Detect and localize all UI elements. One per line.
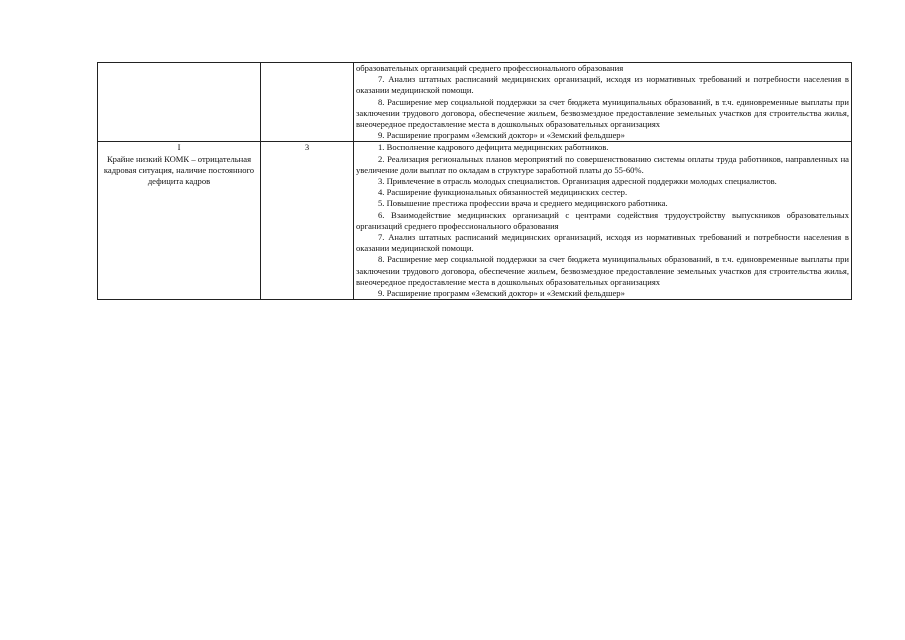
- measure-item: 3. Привлечение в отрасль молодых специалистов. Организация адресной поддержки молодых специалистов.: [378, 176, 777, 187]
- score-cell: [261, 142, 354, 300]
- score-cell: [261, 63, 354, 142]
- measure-item: 9. Расширение программ «Земский доктор» и «Земский фельдшер»: [378, 288, 625, 299]
- measure-item: 4. Расширение функциональных обязанностей медицинских сестер.: [378, 187, 628, 198]
- measure-item: 7. Анализ штатных расписаний медицинских организаций, исходя из нормативных требований и потребности населения в оказании медицинской помощи.: [356, 74, 849, 96]
- table-row: [98, 63, 852, 142]
- measure-item: 8. Расширение мер социальной поддержки за счет бюджета муниципальных образований, в т.ч. единовременные выплаты при заключении трудового договора, обеспечение жильем, безвозмездное предоставление земельных участков для строительства жилья, внеочередное предоставление места в дошкольных образовательных организациях: [356, 254, 849, 287]
- measure-item: 8. Расширение мер социальной поддержки за счет бюджета муниципальных образований, в т.ч. единовременные выплаты при заключении трудового договора, обеспечение жильем, безвозмездное предоставление земельных участков для строительства жилья, внеочередное предоставление места в дошкольных образовательных организациях: [356, 96, 849, 130]
- measure-item: 9. Расширение программ «Земский доктор» и «Земский фельдшер»: [378, 130, 625, 141]
- table-row: [98, 142, 852, 300]
- level-cell: [98, 142, 261, 300]
- measures-cell: [354, 63, 852, 142]
- measure-item: 6. Взаимодействие медицинских организаций с центрами содействия трудоустройству выпускников образовательных организаций среднего профессионального образования: [356, 209, 849, 231]
- measures-table: [97, 62, 852, 300]
- level-number: I: [177, 142, 181, 153]
- level-description: Крайне низкий КОМК – отрицательная кадровая ситуация, наличие постоянного дефицита кадров: [103, 153, 255, 187]
- measure-item: 7. Анализ штатных расписаний медицинских организаций, исходя из нормативных требований и потребности населения в оказании медицинской помощи.: [356, 232, 849, 254]
- measures-cell: [354, 142, 852, 300]
- level-cell: [98, 63, 261, 142]
- measure-item: образовательных организаций среднего профессионального образования: [356, 63, 624, 73]
- measure-item: 1. Восполнение кадрового дефицита медицинских работников.: [378, 142, 609, 153]
- measure-item: 2. Реализация региональных планов мероприятий по совершенствованию системы оплаты труда работников, направленных на увеличение доли выплат по окладам в структуре заработной платы до 55-60%.: [356, 153, 849, 175]
- score-value: 3: [304, 142, 310, 153]
- measure-item: 5. Повышение престижа профессии врача и среднего медицинского работника.: [378, 198, 668, 209]
